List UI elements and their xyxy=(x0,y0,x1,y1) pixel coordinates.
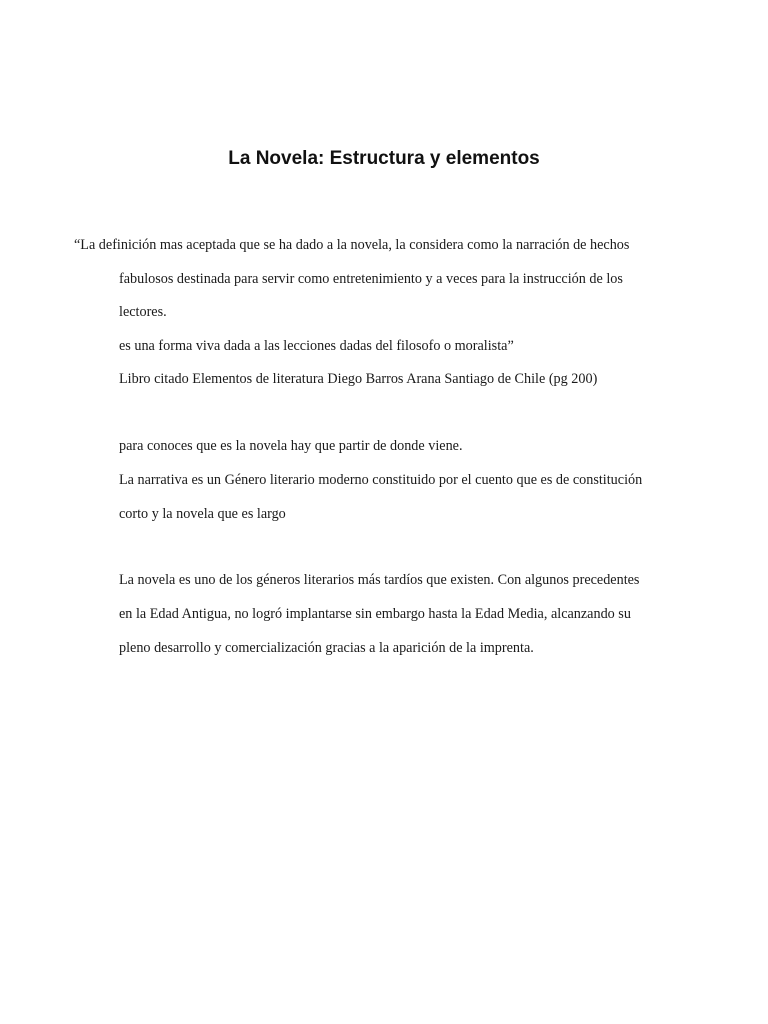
quote-line-3: lectores. xyxy=(119,304,167,320)
quote-line-4: es una forma viva dada a las lecciones dadas del filosofo o moralista” xyxy=(119,338,514,354)
paragraph-2-line-2: La narrativa es un Género literario moderno constituido por el cuento que es de constitución xyxy=(119,472,643,488)
paragraph-2-line-1: para conoces que es la novela hay que partir de donde viene. xyxy=(119,438,463,454)
citation-line: Libro citado Elementos de literatura Diego Barros Arana Santiago de Chile (pg 200) xyxy=(119,371,598,387)
paragraph-3-line-1: La novela es uno de los géneros literarios más tardíos que existen. Con algunos precedentes xyxy=(119,572,640,588)
paragraph-2-line-3: corto y la novela que es largo xyxy=(119,506,286,522)
quote-line-2: fabulosos destinada para servir como entretenimiento y a veces para la instrucción de los xyxy=(119,271,623,287)
paragraph-3-line-3: pleno desarrollo y comercialización gracias a la aparición de la imprenta. xyxy=(119,640,534,656)
quote-line-1: “La definición mas aceptada que se ha dado a la novela, la considera como la narración de hechos xyxy=(74,237,630,253)
paragraph-3-line-2: en la Edad Antigua, no logró implantarse sin embargo hasta la Edad Media, alcanzando su xyxy=(119,606,631,622)
document-title: La Novela: Estructura y elementos xyxy=(228,148,540,169)
